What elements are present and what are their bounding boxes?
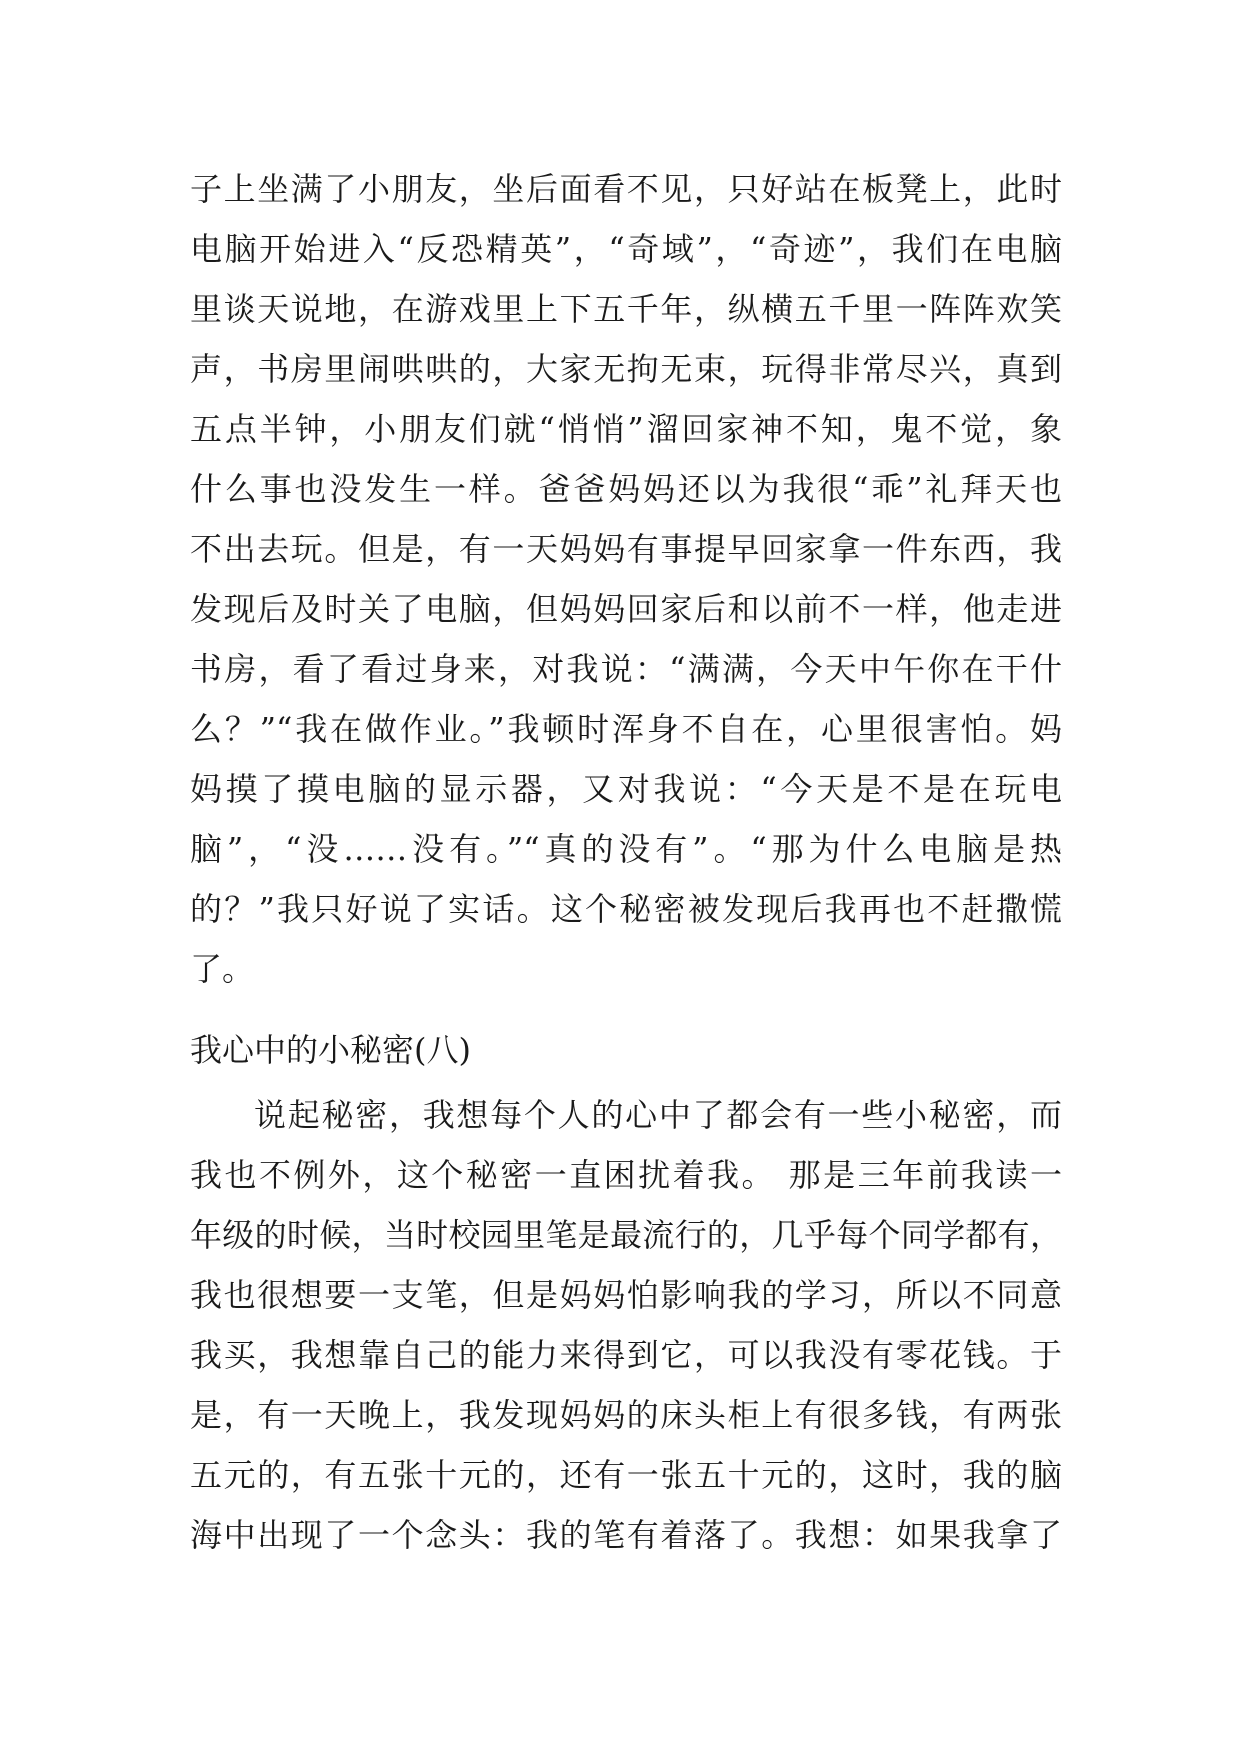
text-line: 声，书房里闹哄哄的，大家无拘无束，玩得非常尽兴，真到 bbox=[190, 350, 1062, 388]
text-line: 不出去玩。但是，有一天妈妈有事提早回家拿一件东西，我 bbox=[190, 530, 1062, 568]
text-line: 什么事也没发生一样。爸爸妈妈还以为我很“乖”礼拜天也 bbox=[190, 470, 1062, 508]
text-line: 是，有一天晚上，我发现妈妈的床头柜上有很多钱，有两张 bbox=[190, 1396, 1062, 1434]
text-line: 五元的，有五张十元的，还有一张五十元的，这时，我的脑 bbox=[190, 1456, 1062, 1494]
text-line: 发现后及时关了电脑，但妈妈回家后和以前不一样，他走进 bbox=[190, 590, 1062, 628]
text-line: 的？”我只好说了实话。这个秘密被发现后我再也不赶撒慌 bbox=[190, 890, 1062, 928]
text-line: 电脑开始进入“反恐精英”，“奇域”，“奇迹”，我们在电脑 bbox=[190, 230, 1062, 268]
text-line: 了。 bbox=[190, 950, 255, 988]
section-heading: 我心中的小秘密(八) bbox=[190, 1031, 471, 1069]
story-paragraph-continued bbox=[190, 159, 1062, 999]
story-paragraph bbox=[190, 1085, 1062, 1565]
text-line: 里谈天说地，在游戏里上下五千年，纵横五千里一阵阵欢笑 bbox=[190, 290, 1062, 328]
text-line: 五点半钟，小朋友们就“悄悄”溜回家神不知，鬼不觉，象 bbox=[190, 410, 1062, 448]
text-line: 书房，看了看过身来，对我说：“满满，今天中午你在干什 bbox=[190, 650, 1062, 688]
text-line: 我也很想要一支笔，但是妈妈怕影响我的学习，所以不同意 bbox=[190, 1276, 1062, 1314]
text-line: 年级的时候，当时校园里笔是最流行的，几乎每个同学都有， bbox=[190, 1216, 1062, 1254]
text-line: 子上坐满了小朋友，坐后面看不见，只好站在板凳上，此时 bbox=[190, 170, 1062, 208]
text-line: 么？”“我在做作业。”我顿时浑身不自在，心里很害怕。妈 bbox=[190, 710, 1062, 748]
text-line: 海中出现了一个念头：我的笔有着落了。我想：如果我拿了 bbox=[190, 1516, 1062, 1554]
text-line: 妈摸了摸电脑的显示器，又对我说：“今天是不是在玩电 bbox=[190, 770, 1062, 808]
text-line: 脑”，“没……没有。”“真的没有”。“那为什么电脑是热 bbox=[190, 830, 1062, 868]
text-line: 我也不例外，这个秘密一直困扰着我。 那是三年前我读一 bbox=[190, 1156, 1062, 1194]
text-line: 说起秘密，我想每个人的心中了都会有一些小秘密，而 bbox=[254, 1096, 1062, 1134]
text-line: 我买，我想靠自己的能力来得到它，可以我没有零花钱。于 bbox=[190, 1336, 1062, 1374]
